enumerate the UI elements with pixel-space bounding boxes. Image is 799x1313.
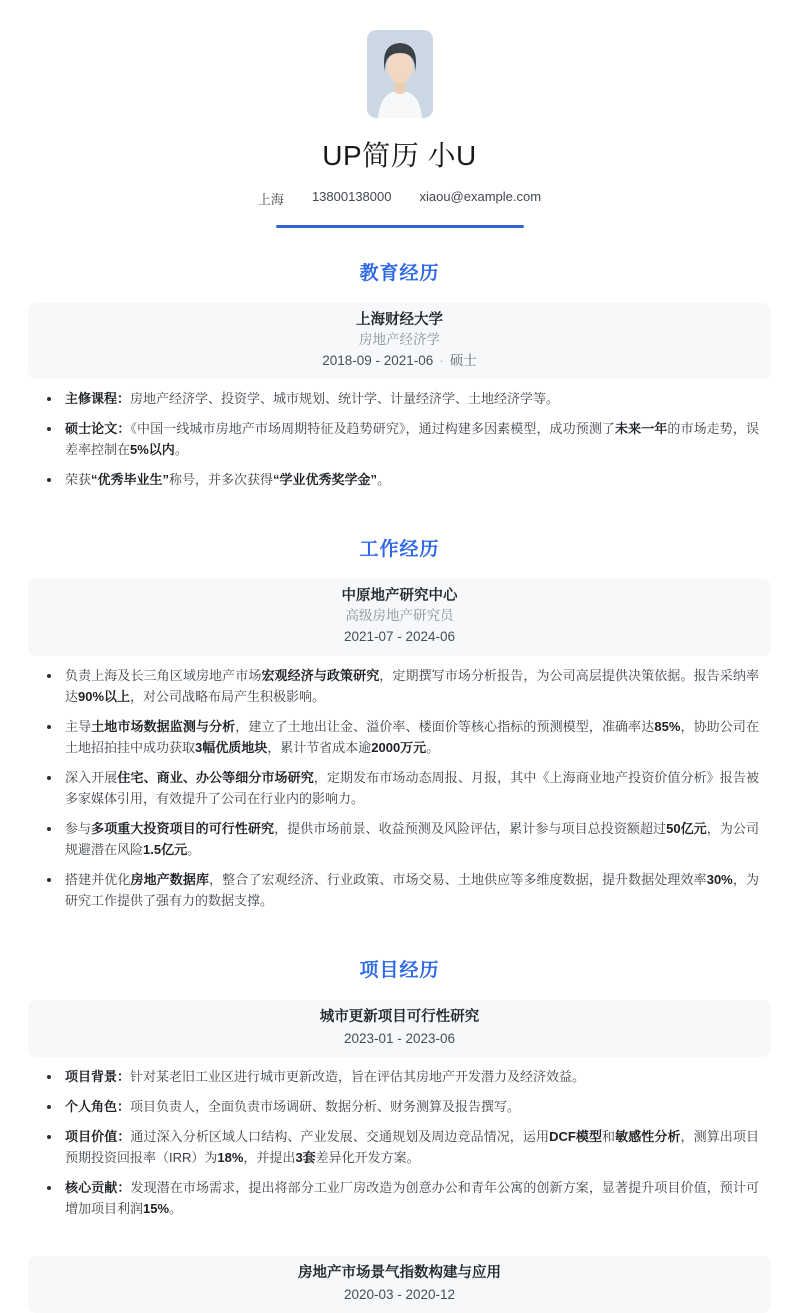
resume-header — [0, 30, 799, 228]
entry-date-range: 2021-07 - 2024-06 — [343, 629, 456, 645]
entry-name: 上海财经大学 — [356, 312, 443, 328]
person-portrait-icon — [367, 30, 433, 118]
bullet-item: 硕士论文：《中国一线城市房地产市场周期特征及趋势研究》，通过构建多因素模型，成功预测了未来一年的市场走势，误差率控制在5%以内。 — [45, 418, 759, 460]
section-title: 教育经历 — [359, 263, 440, 284]
section-title: 项目经历 — [359, 959, 440, 981]
entry-subtitle: 高级房地产研究员 — [345, 608, 454, 624]
contact-row — [0, 189, 799, 208]
bullet-item: 负责上海及长三角区域房地产市场宏观经济与政策研究，定期撰写市场分析报告，为公司高层提供决策依据。报告采纳率达90%以上，对公司战略布局产生积极影响。 — [45, 665, 759, 707]
bullet-item: 主修课程：房地产经济学、投资学、城市规划、统计学、计量经济学、土地经济学等。 — [45, 388, 759, 409]
bullet-item: 荣获“优秀毕业生”称号，并多次获得“学业优秀奖学金”。 — [45, 469, 759, 490]
section-entries — [28, 579, 771, 911]
resume-section — [0, 258, 799, 490]
entry-date-separator: · — [439, 352, 444, 368]
resume-section — [0, 955, 799, 1313]
resume-sections — [0, 258, 799, 1313]
contact-email: xiaou@example.com — [419, 189, 542, 204]
profile-photo — [367, 30, 433, 118]
entry-bullets — [45, 1066, 759, 1219]
section-title: 工作经历 — [359, 539, 440, 561]
entry-date — [44, 1285, 755, 1305]
entry-date — [44, 1029, 755, 1049]
entry-date-range: 2023-01 - 2023-06 — [343, 1030, 456, 1046]
bullet-item: 深入开展住宅、商业、办公等细分市场研究，定期发布市场动态周报、月报，其中《上海商业地产投资价值分析》报告被多家媒体引用，有效提升了公司在行业内的影响力。 — [45, 767, 759, 809]
entry-bullets — [45, 665, 759, 911]
resume-section — [0, 534, 799, 911]
entry — [28, 1256, 771, 1313]
entry-name: 房地产市场景气指数构建与应用 — [298, 1264, 501, 1281]
bullet-item: 参与多项重大投资项目的可行性研究，提供市场前景、收益预测及风险评估，累计参与项目总投资额超过50亿元，为公司规避潜在风险1.5亿元。 — [45, 818, 759, 860]
bullet-item: 主导土地市场数据监测与分析，建立了土地出让金、溢价率、楼面价等核心指标的预测模型，准确率达85%，协助公司在土地招拍挂中成功获取3幅优质地块，累计节省成本逾2000万元。 — [45, 716, 759, 758]
entry-header — [28, 1256, 771, 1313]
bullet-item: 个人角色：项目负责人，全面负责市场调研、数据分析、财务测算及报告撰写。 — [45, 1096, 759, 1117]
bullet-item: 核心贡献：发现潜在市场需求，提出将部分工业厂房改造为创意办公和青年公寓的创新方案，显著提升项目价值，预计可增加项目利润15%。 — [45, 1177, 759, 1219]
entry — [28, 579, 771, 911]
contact-phone: 13800138000 — [311, 189, 392, 204]
entry — [28, 1000, 771, 1220]
bullet-item: 项目价值：通过深入分析区域人口结构、产业发展、交通规划及周边竞品情况，运用DCF模型和敏感性分析，测算出项目预期投资回报率（IRR）为18%，并提出3套差异化开发方案。 — [45, 1126, 759, 1168]
section-entries — [28, 1000, 771, 1313]
bullet-item: 项目背景：针对某老旧工业区进行城市更新改造，旨在评估其房地产开发潜力及经济效益。 — [45, 1066, 759, 1087]
entry-date-range: 2020-03 - 2020-12 — [343, 1286, 456, 1302]
contact-location: 上海 — [257, 192, 284, 207]
entry-subtitle: 房地产经济学 — [359, 332, 440, 348]
entry-date-range: 2018-09 - 2021-06 — [322, 352, 434, 368]
entry-name: 城市更新项目可行性研究 — [319, 1008, 480, 1025]
entry-date — [44, 627, 755, 647]
section-entries — [28, 303, 771, 490]
header-divider — [276, 225, 524, 228]
entry-name: 中原地产研究中心 — [341, 588, 458, 605]
entry-bullets — [45, 388, 759, 490]
entry-date — [44, 351, 755, 371]
entry — [28, 303, 771, 490]
bullet-item: 搭建并优化房地产数据库，整合了宏观经济、行业政策、市场交易、土地供应等多维度数据，提升数据处理效率30%，为研究工作提供了强有力的数据支撑。 — [45, 869, 759, 911]
candidate-name: UP简历 小U — [322, 140, 477, 171]
entry-header — [28, 579, 771, 655]
entry-header — [28, 1000, 771, 1057]
entry-degree: 硕士 — [449, 352, 477, 368]
entry-header — [28, 303, 771, 379]
